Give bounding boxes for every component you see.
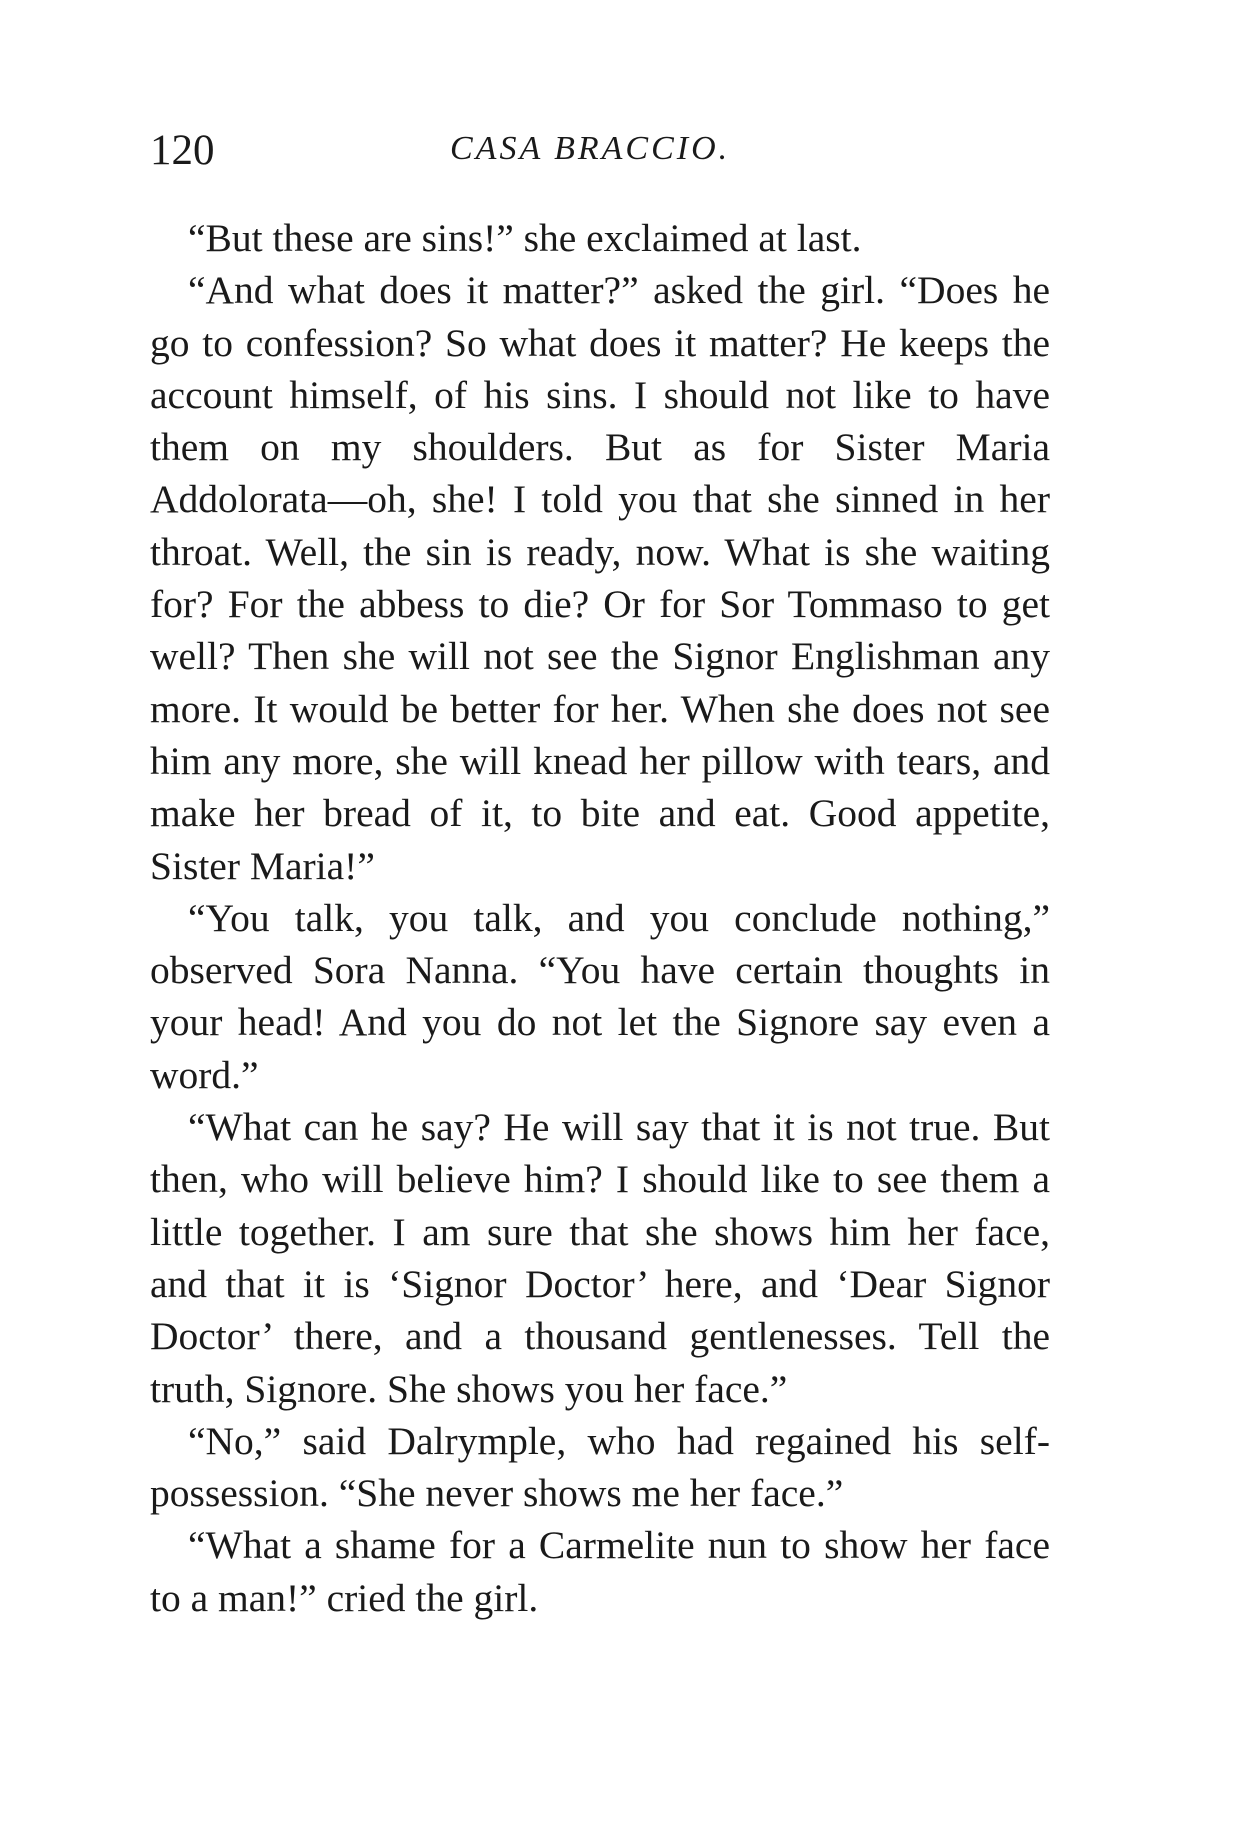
page-number: 120 [150,127,215,174]
running-title: CASA BRACCIO. [450,130,731,167]
paragraph: “What can he say? He will say that it is not true. But then, who will believe him? I should like to see them a little together. I am sure that she shows him her face, and that it is ‘Signor Doctor’ here, and ‘Dear Signor Doctor’ there, and a thousand gentlenesses. Tell the truth, Signore. She shows you her face.” [150,1105,1050,1411]
book-page [150,118,1050,1624]
paragraph: “You talk, you talk, and you conclude nothing,” observed Sora Nanna. “You have certain thoughts in your head! And you do not let the Signore say even a word.” [150,895,1050,1097]
running-head [150,118,1050,178]
paragraph: “What a shame for a Carmelite nun to show her face to a man!” cried the girl. [150,1523,1050,1620]
paragraph: “No,” said Dalrymple, who had regained his self-possession. “She never shows me her face.” [150,1418,1050,1516]
body-text [150,212,1050,1624]
paragraph: “And what does it matter?” asked the girl. “Does he go to confession? So what does it matter? He keeps the account himself, of his sins. I should not like to have them on my shoulders. But as for Sister Maria Addolorata—oh, she! I told you that she sinned in her throat. Well, the sin is ready, now. What is she waiting for? For the abbess to die? Or for Sor Tommaso to get well? Then she will not see the Signor Englishman any more. It would be better for her. When she does not see him any more, she will knead her pillow with tears, and make her bread of it, to bite and eat. Good appetite, Sister Maria!” [150,268,1050,888]
paragraph: “But these are sins!” she exclaimed at last. [188,216,862,260]
